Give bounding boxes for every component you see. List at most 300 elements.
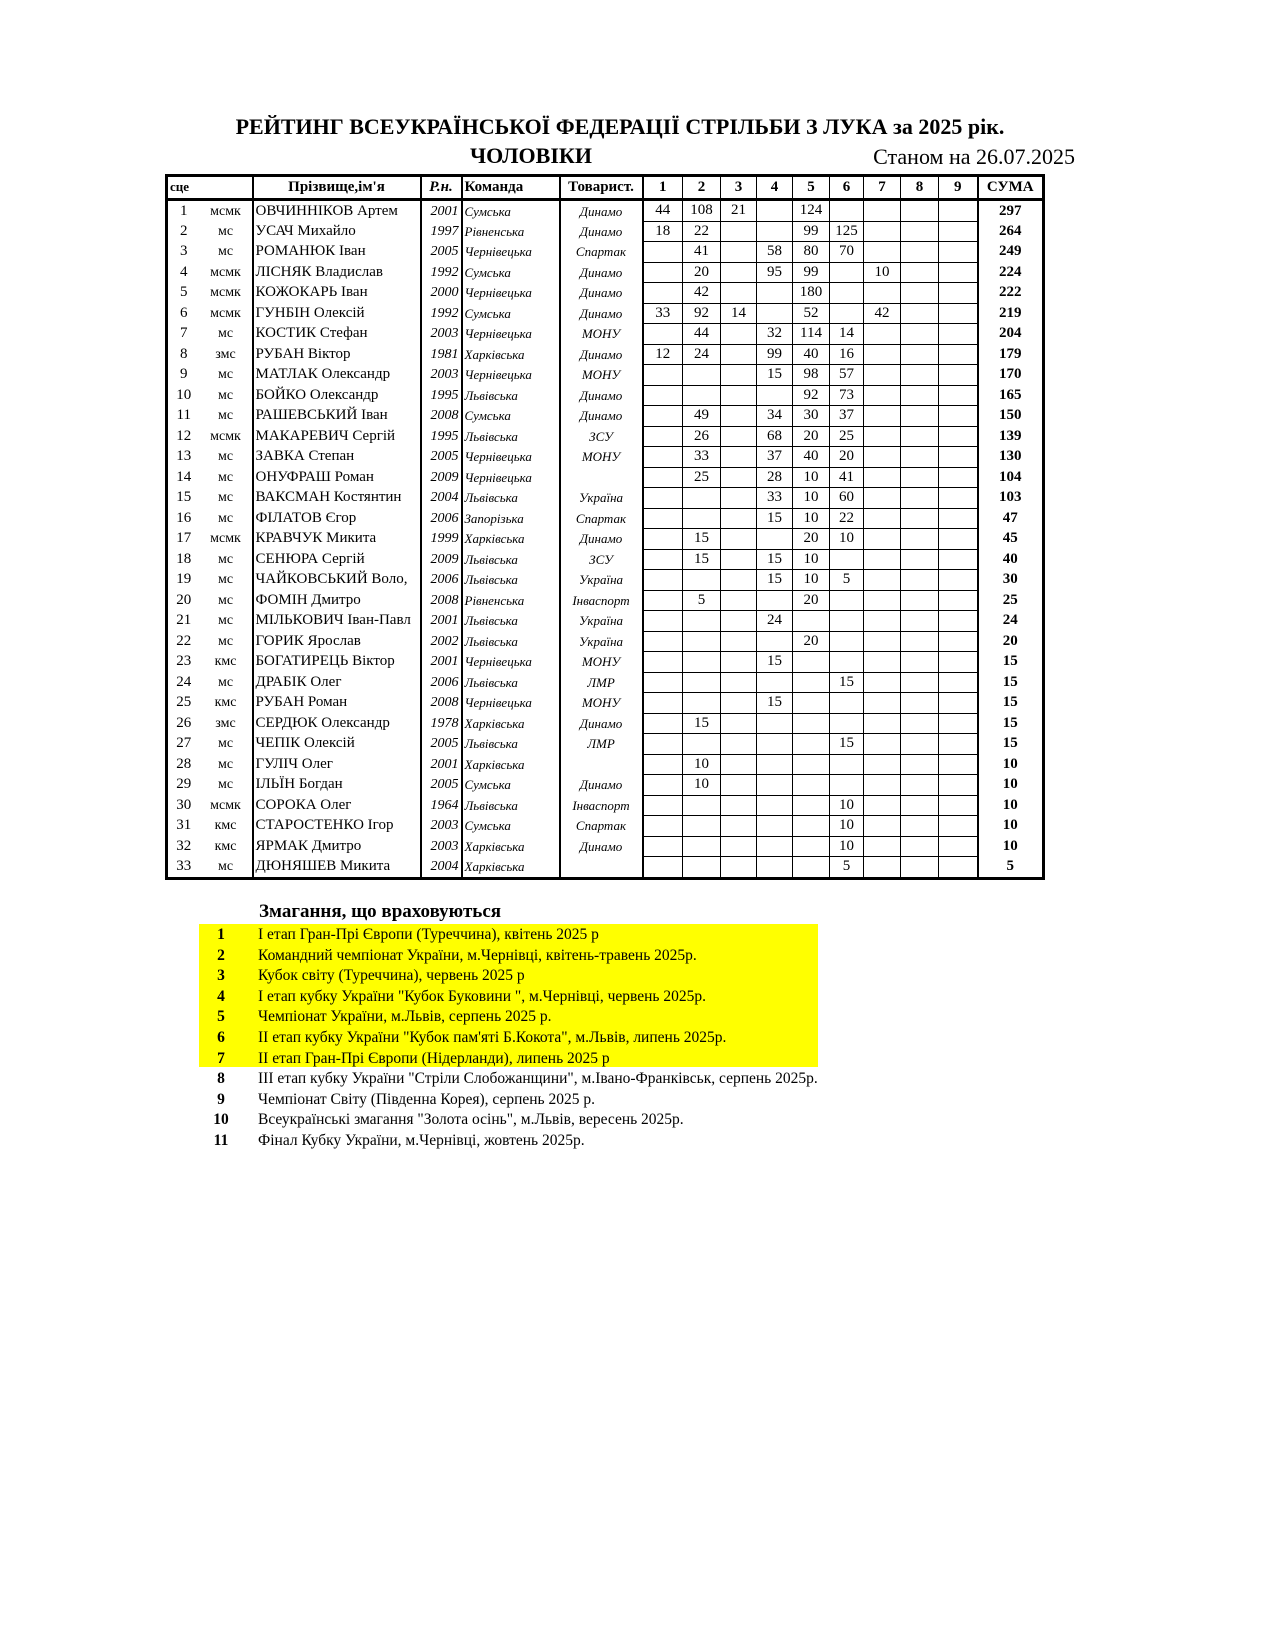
cell-rank: 26 — [176, 714, 192, 731]
cell-stage-2: 44 — [683, 324, 721, 345]
cell-birth-year: 1981 — [421, 344, 462, 365]
cell-stage-4: 15 — [757, 365, 793, 386]
table-row — [167, 857, 1044, 879]
cell-club: Динамо — [560, 262, 643, 283]
cell-category: мс — [217, 859, 234, 874]
cell-club: ЛМР — [560, 734, 643, 755]
cell-club: ЛМР — [560, 672, 643, 693]
cell-stage-7 — [864, 426, 901, 447]
cell-stage-8 — [901, 488, 939, 509]
cell-stage-7 — [864, 775, 901, 796]
cell-total: 179 — [978, 344, 1044, 365]
competition-number: 11 — [213, 1131, 229, 1149]
cell-birth-year: 2008 — [421, 693, 462, 714]
cell-stage-2 — [683, 652, 721, 673]
column-header-category — [200, 176, 253, 200]
cell-stage-6: 5 — [830, 857, 864, 879]
cell-stage-1 — [643, 652, 683, 673]
cell-stage-5: 20 — [793, 529, 830, 550]
cell-stage-6: 25 — [830, 426, 864, 447]
cell-stage-1 — [643, 775, 683, 796]
cell-stage-2 — [683, 611, 721, 632]
cell-stage-1 — [643, 324, 683, 345]
cell-stage-6 — [830, 775, 864, 796]
cell-stage-4: 28 — [757, 467, 793, 488]
cell-stage-8 — [901, 242, 939, 263]
cell-category: кмс — [214, 654, 237, 670]
cell-total: 15 — [978, 713, 1044, 734]
cell-stage-6: 22 — [830, 508, 864, 529]
cell-stage-4 — [757, 529, 793, 550]
cell-stage-4 — [757, 590, 793, 611]
cell-category: мсмк — [210, 428, 241, 444]
cell-stage-4: 37 — [757, 447, 793, 468]
cell-stage-5 — [793, 816, 830, 837]
cell-team: Чернівецька — [462, 242, 560, 263]
cell-stage-3 — [721, 570, 757, 591]
cell-team: Чернівецька — [462, 283, 560, 304]
cell-stage-3 — [721, 795, 757, 816]
cell-total: 45 — [978, 529, 1044, 550]
cell-club: Динамо — [560, 836, 643, 857]
cell-stage-6: 125 — [830, 221, 864, 242]
cell-stage-2 — [683, 857, 721, 879]
cell-stage-8 — [901, 816, 939, 837]
cell-stage-1: 18 — [643, 221, 683, 242]
cell-team: Львівська — [462, 611, 560, 632]
cell-stage-2: 10 — [683, 775, 721, 796]
cell-category: мс — [217, 449, 234, 465]
table-row — [167, 590, 1044, 611]
cell-total: 297 — [978, 200, 1044, 222]
cell-stage-1 — [643, 816, 683, 837]
cell-category: мс — [217, 633, 234, 649]
cell-stage-7 — [864, 672, 901, 693]
cell-club: Динамо — [560, 713, 643, 734]
cell-stage-6 — [830, 200, 864, 222]
cell-birth-year: 2001 — [421, 611, 462, 632]
cell-team: Сумська — [462, 816, 560, 837]
cell-total: 15 — [978, 734, 1044, 755]
cell-birth-year: 2004 — [421, 488, 462, 509]
cell-stage-7 — [864, 488, 901, 509]
cell-team: Львівська — [462, 549, 560, 570]
cell-stage-7 — [864, 467, 901, 488]
cell-stage-5 — [793, 836, 830, 857]
cell-stage-5: 40 — [793, 344, 830, 365]
cell-team: Харківська — [462, 344, 560, 365]
cell-stage-8 — [901, 549, 939, 570]
cell-stage-3 — [721, 713, 757, 734]
cell-category: мс — [217, 551, 234, 567]
cell-stage-8 — [901, 200, 939, 222]
cell-stage-2: 42 — [683, 283, 721, 304]
cell-stage-4: 99 — [757, 344, 793, 365]
cell-stage-3 — [721, 652, 757, 673]
cell-team: Рівненська — [462, 221, 560, 242]
cell-stage-7 — [864, 344, 901, 365]
cell-birth-year: 2005 — [421, 775, 462, 796]
cell-stage-2: 5 — [683, 590, 721, 611]
cell-stage-5: 98 — [793, 365, 830, 386]
cell-stage-7 — [864, 652, 901, 673]
cell-stage-9 — [939, 488, 978, 509]
cell-stage-8 — [901, 221, 939, 242]
column-header-stage-7: 7 — [864, 176, 901, 200]
cell-stage-3 — [721, 836, 757, 857]
cell-birth-year: 2001 — [421, 200, 462, 222]
table-row — [167, 734, 1044, 755]
cell-stage-2: 24 — [683, 344, 721, 365]
table-row — [167, 611, 1044, 632]
column-header-team: Команда — [462, 176, 560, 200]
cell-stage-8 — [901, 426, 939, 447]
competition-number: 4 — [217, 987, 225, 1005]
cell-category: мсмк — [210, 203, 241, 219]
cell-rank: 20 — [176, 591, 192, 608]
table-row — [167, 447, 1044, 468]
table-row — [167, 836, 1044, 857]
cell-stage-4 — [757, 857, 793, 879]
cell-stage-2 — [683, 795, 721, 816]
cell-name: ЗАВКА Степан — [253, 447, 421, 468]
cell-birth-year: 1995 — [421, 426, 462, 447]
competition-item — [199, 1049, 818, 1070]
cell-category: мс — [217, 510, 234, 526]
cell-birth-year: 2005 — [421, 242, 462, 263]
cell-stage-9 — [939, 365, 978, 386]
table-row — [167, 713, 1044, 734]
cell-stage-1 — [643, 406, 683, 427]
cell-stage-1 — [643, 590, 683, 611]
cell-rank: 24 — [176, 673, 192, 690]
cell-stage-7 — [864, 693, 901, 714]
cell-stage-2 — [683, 836, 721, 857]
table-row — [167, 406, 1044, 427]
cell-rank: 16 — [176, 509, 192, 526]
cell-stage-2 — [683, 693, 721, 714]
cell-stage-8 — [901, 631, 939, 652]
cell-rank: 1 — [180, 202, 188, 219]
cell-stage-6: 73 — [830, 385, 864, 406]
cell-stage-4: 15 — [757, 549, 793, 570]
cell-category: мс — [217, 223, 234, 239]
cell-stage-6 — [830, 303, 864, 324]
cell-club: МОНУ — [560, 365, 643, 386]
cell-stage-1 — [643, 262, 683, 283]
table-row — [167, 344, 1044, 365]
cell-rank: 22 — [176, 632, 192, 649]
table-row — [167, 283, 1044, 304]
cell-stage-2: 26 — [683, 426, 721, 447]
cell-birth-year: 1992 — [421, 262, 462, 283]
competition-item — [199, 946, 818, 967]
cell-club: Спартак — [560, 242, 643, 263]
competition-name: ІІ етап кубку України "Кубок пам'яті Б.Кокота", м.Львів, липень 2025р. — [258, 1028, 727, 1046]
cell-stage-1 — [643, 488, 683, 509]
table-row — [167, 672, 1044, 693]
cell-stage-6: 10 — [830, 529, 864, 550]
cell-birth-year: 2009 — [421, 467, 462, 488]
cell-stage-5: 99 — [793, 221, 830, 242]
cell-stage-3 — [721, 488, 757, 509]
cell-stage-2 — [683, 365, 721, 386]
column-header-stage-8: 8 — [901, 176, 939, 200]
cell-stage-7 — [864, 221, 901, 242]
rating-table — [165, 174, 1045, 880]
cell-stage-8 — [901, 672, 939, 693]
competition-item — [199, 987, 818, 1008]
cell-team: Сумська — [462, 303, 560, 324]
cell-stage-9 — [939, 385, 978, 406]
cell-stage-1 — [643, 283, 683, 304]
cell-stage-8 — [901, 590, 939, 611]
column-header-club: Товарист. — [560, 176, 643, 200]
column-header-stage-5: 5 — [793, 176, 830, 200]
cell-stage-8 — [901, 652, 939, 673]
cell-stage-5 — [793, 672, 830, 693]
competition-name: Фінал Кубку України, м.Чернівці, жовтень 2025р. — [258, 1131, 585, 1149]
cell-total: 5 — [978, 857, 1044, 879]
cell-stage-2: 15 — [683, 529, 721, 550]
cell-stage-6 — [830, 262, 864, 283]
competition-name: І етап кубку України "Кубок Буковини ", м.Чернівці, червень 2025р. — [258, 987, 707, 1005]
cell-stage-5: 124 — [793, 200, 830, 222]
cell-club: Спартак — [560, 508, 643, 529]
competition-item — [199, 925, 818, 946]
cell-stage-7 — [864, 631, 901, 652]
cell-stage-4 — [757, 200, 793, 222]
cell-total: 24 — [978, 611, 1044, 632]
cell-stage-4: 15 — [757, 652, 793, 673]
cell-stage-9 — [939, 508, 978, 529]
cell-team: Львівська — [462, 426, 560, 447]
as-of-date: Станом на 26.07.2025 — [873, 144, 1075, 169]
cell-stage-1 — [643, 467, 683, 488]
cell-stage-5 — [793, 693, 830, 714]
cell-stage-4: 58 — [757, 242, 793, 263]
cell-stage-3 — [721, 344, 757, 365]
cell-stage-4: 34 — [757, 406, 793, 427]
competition-number: 6 — [217, 1028, 225, 1046]
cell-rank: 32 — [176, 837, 192, 854]
cell-stage-3: 14 — [721, 303, 757, 324]
cell-stage-8 — [901, 467, 939, 488]
competition-item — [199, 1090, 818, 1111]
cell-stage-7 — [864, 570, 901, 591]
cell-stage-9 — [939, 549, 978, 570]
cell-name: ЧЕПІК Олексій — [253, 734, 421, 755]
cell-stage-7 — [864, 611, 901, 632]
cell-stage-8 — [901, 406, 939, 427]
cell-stage-2: 33 — [683, 447, 721, 468]
table-row — [167, 795, 1044, 816]
cell-rank: 33 — [176, 858, 192, 874]
cell-rank: 23 — [176, 653, 192, 670]
cell-stage-1 — [643, 242, 683, 263]
cell-team: Чернівецька — [462, 467, 560, 488]
cell-stage-5: 180 — [793, 283, 830, 304]
table-row — [167, 693, 1044, 714]
cell-stage-3 — [721, 221, 757, 242]
cell-stage-9 — [939, 734, 978, 755]
cell-stage-3 — [721, 529, 757, 550]
table-row — [167, 570, 1044, 591]
cell-stage-9 — [939, 836, 978, 857]
cell-category: мс — [217, 674, 234, 690]
competition-number: 3 — [217, 967, 225, 985]
cell-stage-3 — [721, 385, 757, 406]
cell-stage-1 — [643, 611, 683, 632]
cell-stage-4 — [757, 795, 793, 816]
cell-stage-5: 80 — [793, 242, 830, 263]
cell-total: 103 — [978, 488, 1044, 509]
cell-stage-1 — [643, 426, 683, 447]
cell-stage-8 — [901, 734, 939, 755]
cell-stage-7 — [864, 857, 901, 879]
table-header-row — [167, 176, 1044, 200]
cell-stage-8 — [901, 344, 939, 365]
cell-team: Львівська — [462, 570, 560, 591]
cell-stage-6 — [830, 631, 864, 652]
cell-name: РАШЕВСЬКИЙ Іван — [253, 406, 421, 427]
cell-team: Харківська — [462, 836, 560, 857]
cell-birth-year: 1978 — [421, 713, 462, 734]
table-row — [167, 816, 1044, 837]
cell-stage-2: 22 — [683, 221, 721, 242]
cell-stage-9 — [939, 262, 978, 283]
cell-total: 10 — [978, 795, 1044, 816]
cell-stage-5 — [793, 795, 830, 816]
cell-stage-7 — [864, 508, 901, 529]
cell-stage-7 — [864, 447, 901, 468]
cell-stage-5: 20 — [793, 631, 830, 652]
cell-club: Динамо — [560, 385, 643, 406]
cell-stage-2 — [683, 488, 721, 509]
cell-stage-7 — [864, 324, 901, 345]
competition-number: 7 — [217, 1049, 225, 1067]
table-row — [167, 242, 1044, 263]
cell-name: ОВЧИННІКОВ Артем — [253, 200, 421, 222]
cell-stage-1 — [643, 631, 683, 652]
cell-total: 30 — [978, 570, 1044, 591]
cell-name: УСАЧ Михайло — [253, 221, 421, 242]
cell-stage-7 — [864, 406, 901, 427]
cell-stage-2 — [683, 672, 721, 693]
cell-stage-1 — [643, 385, 683, 406]
cell-category: мс — [217, 490, 234, 506]
cell-team: Львівська — [462, 795, 560, 816]
cell-rank: 19 — [176, 571, 192, 588]
cell-team: Чернівецька — [462, 447, 560, 468]
cell-stage-3 — [721, 262, 757, 283]
cell-team: Харківська — [462, 713, 560, 734]
cell-stage-1 — [643, 795, 683, 816]
cell-stage-3 — [721, 242, 757, 263]
table-row — [167, 467, 1044, 488]
cell-club — [560, 857, 643, 879]
cell-category: змс — [215, 715, 236, 731]
cell-birth-year: 1995 — [421, 385, 462, 406]
cell-stage-8 — [901, 836, 939, 857]
cell-name: МІЛЬКОВИЧ Іван-Павл — [253, 611, 421, 632]
cell-team: Чернівецька — [462, 693, 560, 714]
cell-stage-3 — [721, 631, 757, 652]
cell-stage-6 — [830, 693, 864, 714]
cell-total: 25 — [978, 590, 1044, 611]
table-row — [167, 385, 1044, 406]
cell-name: БОЙКО Олександр — [253, 385, 421, 406]
cell-stage-6: 15 — [830, 672, 864, 693]
cell-stage-7 — [864, 590, 901, 611]
cell-stage-5: 10 — [793, 549, 830, 570]
cell-stage-7 — [864, 734, 901, 755]
cell-stage-2: 108 — [683, 200, 721, 222]
cell-stage-2 — [683, 508, 721, 529]
cell-stage-7 — [864, 549, 901, 570]
cell-category: мс — [217, 572, 234, 588]
cell-stage-8 — [901, 570, 939, 591]
cell-stage-6: 5 — [830, 570, 864, 591]
cell-team: Львівська — [462, 734, 560, 755]
cell-stage-2: 20 — [683, 262, 721, 283]
cell-stage-1 — [643, 693, 683, 714]
cell-stage-1 — [643, 857, 683, 879]
cell-stage-5: 20 — [793, 590, 830, 611]
cell-rank: 15 — [176, 489, 192, 506]
cell-name: БОГАТИРЕЦЬ Віктор — [253, 652, 421, 673]
cell-stage-7: 42 — [864, 303, 901, 324]
cell-stage-4: 24 — [757, 611, 793, 632]
cell-club: Спартак — [560, 816, 643, 837]
cell-total: 222 — [978, 283, 1044, 304]
cell-birth-year: 2005 — [421, 734, 462, 755]
table-row — [167, 754, 1044, 775]
competition-item — [199, 1007, 818, 1028]
cell-club: Україна — [560, 488, 643, 509]
cell-stage-6: 14 — [830, 324, 864, 345]
cell-stage-5 — [793, 754, 830, 775]
cell-stage-2 — [683, 570, 721, 591]
cell-stage-8 — [901, 262, 939, 283]
cell-rank: 2 — [180, 222, 188, 239]
cell-club: Динамо — [560, 529, 643, 550]
cell-club: Україна — [560, 611, 643, 632]
cell-stage-4 — [757, 836, 793, 857]
cell-category: мс — [217, 469, 234, 485]
cell-stage-9 — [939, 672, 978, 693]
cell-stage-3 — [721, 426, 757, 447]
cell-stage-6 — [830, 283, 864, 304]
cell-stage-4: 15 — [757, 693, 793, 714]
competition-item — [199, 1069, 818, 1090]
cell-category: мсмк — [210, 531, 241, 547]
cell-stage-5 — [793, 713, 830, 734]
cell-stage-4 — [757, 283, 793, 304]
cell-club: Україна — [560, 631, 643, 652]
cell-birth-year: 2006 — [421, 672, 462, 693]
cell-stage-4 — [757, 713, 793, 734]
column-header-total: СУМА — [978, 176, 1044, 200]
cell-stage-3 — [721, 857, 757, 879]
table-row — [167, 488, 1044, 509]
cell-stage-4: 68 — [757, 426, 793, 447]
cell-stage-7 — [864, 385, 901, 406]
cell-stage-8 — [901, 693, 939, 714]
cell-stage-5: 52 — [793, 303, 830, 324]
cell-stage-5: 30 — [793, 406, 830, 427]
cell-stage-9 — [939, 795, 978, 816]
